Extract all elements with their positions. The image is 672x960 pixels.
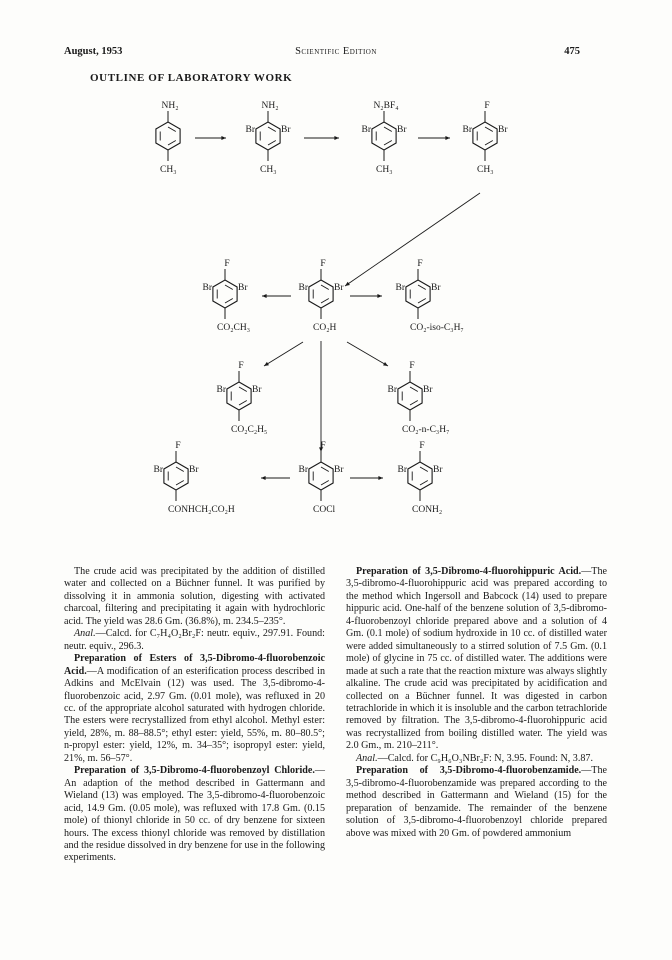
dibromofluorotoluene-ring [473,122,497,150]
paragraph-analysis-acid: Anal.—Calcd. for C₇H₄O₂Br₂F: neutr. equiv., 297.91. Found: neutr. equiv., 296.3. [64,628,325,652]
ethyl-ester-ring [227,382,251,410]
arrow-to-isopropyl-ester-head [377,294,382,298]
benzamide-double-bond [420,481,428,486]
acid-chloride-bromo-left: Br [298,465,308,475]
acid-chloride-bromo-right: Br [334,465,344,475]
ethyl-ester-bottom-substituent: CO₂C₂H₅ [231,425,268,435]
dibromofluorobenzoic-acid-top-substituent: F [320,259,326,269]
acid-chloride-double-bond [321,481,329,486]
p-toluidine-ring [156,122,180,150]
acid-chloride-bottom-substituent: COCl [313,505,336,515]
ethyl-ester-bromo-right: Br [252,385,262,395]
paragraph-benzoyl-chloride: Preparation of 3,5-Dibromo-4-fluorobenzoyl Chloride.—An adaption of the method described in Gattermann and Wieland (13) was employed. The 3,5-dibromo-4-fluorobenzoic acid, 14.9 Gm. (0.05 mole), was refluxed with 17.8 Gm. (0.15 mole) of thionyl chloride in 50 cc. of dry benzene for sixteen hours. The excess thionyl chloride was removed by distillation and the residue dissolved in dry benzene for use in the following experiments. [64,765,325,864]
arrow-bromination-head [221,136,226,140]
isopropyl-ester-ring [406,280,430,308]
right-text-column [346,566,607,840]
page-number: 475 [564,46,580,57]
acid-chloride-double-bond [321,467,329,472]
dibromofluorobenzoic-acid-bromo-right: Br [334,283,344,293]
dibromofluorobenzoic-acid-ring [309,280,333,308]
arrow-to-ethyl-ester-head [264,362,269,366]
p-toluidine-bottom-substituent: CH₃ [160,165,177,175]
hippuric-acid-bromo-right: Br [189,465,199,475]
benzamide-ring [408,462,432,490]
paragraph-esters: Preparation of Esters of 3,5-Dibromo-4-fluorobenzoic Acid.—A modification of an esterification process described in Adkins and McElvain (12) was used. The 3,5-dibromo-4-fluorobenzoic acid, 2.97 Gm. (0.01 mole), was refluxed in 20 cc. of the appropriate alcohol saturated with hydrogen chloride. The esters were recrystallized from ethyl alcohol. Methyl ester: yield, 28%, m. 88–88.5°; ethyl ester: yield, 55%, m. 80–80.5°; n-propyl ester: yield, 12%, m. 34–35°; isopropyl ester: yield, 21%, m. 56–57°. [64,653,325,764]
hippuric-acid-bromo-left: Br [153,465,163,475]
benzamide-double-bond [420,467,428,472]
methyl-ester-double-bond [225,299,233,304]
dibromofluorotoluene-bromo-right: Br [498,125,508,135]
diazonium-fluoroborate-bromo-right: Br [397,125,407,135]
isopropyl-ester-bromo-right: Br [431,283,441,293]
paragraph-benzamide: Preparation of 3,5-Dibromo-4-fluorobenzamide.—The 3,5-dibromo-4-fluorobenzamide was prepared according to the method described in Gattermann and Wieland (15) for the preparation of benzamide. The remainder of the benzene solution of 3,5-dibromo-4-fluorobenzoyl chloride prepared above was mixed with 20 Gm. of powdered ammonium [346,765,607,839]
dibromofluorobenzoic-acid-double-bond [321,285,329,290]
ethyl-ester-bromo-left: Br [216,385,226,395]
hippuric-acid-bottom-substituent: CONHCH₂CO₂H [168,505,235,515]
dibromotoluidine-bottom-substituent: CH₃ [260,165,277,175]
dibromofluorobenzoic-acid-bottom-substituent: CO₂H [313,323,337,333]
arrow-diazotization-head [334,136,339,140]
npropyl-ester-double-bond [410,387,418,392]
methyl-ester-bromo-right: Br [238,283,248,293]
dibromotoluidine-double-bond [268,141,276,146]
dibromotoluidine-double-bond [268,127,276,132]
arrow-to-npropyl-ester [347,342,388,366]
dibromotoluidine-bromo-left: Br [245,125,255,135]
npropyl-ester-ring [398,382,422,410]
dibromotoluidine-bromo-right: Br [281,125,291,135]
diazonium-fluoroborate-bromo-left: Br [361,125,371,135]
benzamide-bromo-left: Br [397,465,407,475]
hippuric-acid-top-substituent: F [175,441,181,451]
methyl-ester-bottom-substituent: CO₂CH₃ [217,323,251,333]
dibromotoluidine-ring [256,122,280,150]
isopropyl-ester-bottom-substituent: CO₂-iso-C₃H₇ [410,323,464,333]
paragraph-analysis-hippuric: Anal.—Calcd. for C₉H₆O₃NBr₂F: N, 3.95. Found: N, 3.87. [356,752,593,764]
p-toluidine-top-substituent: NH₂ [161,101,179,111]
dibromofluorobenzoic-acid-bromo-left: Br [298,283,308,293]
ethyl-ester-top-substituent: F [238,361,244,371]
dibromofluorotoluene-top-substituent: F [484,101,490,111]
p-toluidine-double-bond [168,141,176,146]
diazonium-fluoroborate-bottom-substituent: CH₃ [376,165,393,175]
isopropyl-ester-bromo-left: Br [395,283,405,293]
left-text-column [64,566,325,865]
diazonium-fluoroborate-double-bond [384,141,392,146]
npropyl-ester-bottom-substituent: CO₂-n-C₃H₇ [402,425,450,435]
hippuric-acid-double-bond [176,481,184,486]
dibromotoluidine-top-substituent: NH₂ [261,101,279,111]
arrow-oxidation-head [345,282,350,286]
methyl-ester-bromo-left: Br [202,283,212,293]
dibromofluorotoluene-bottom-substituent: CH₃ [477,165,494,175]
arrow-to-hippuric-head [261,476,266,480]
diazonium-fluoroborate-ring [372,122,396,150]
npropyl-ester-bromo-right: Br [423,385,433,395]
acid-chloride-top-substituent: F [320,441,326,451]
benzamide-bottom-substituent: CONH₂ [412,505,443,515]
diazonium-fluoroborate-top-substituent: N₂BF₄ [373,101,399,111]
arrow-decomposition-head [445,136,450,140]
isopropyl-ester-double-bond [418,299,426,304]
arrow-to-methyl-ester-head [262,294,267,298]
dibromofluorobenzoic-acid-double-bond [321,299,329,304]
dibromofluorotoluene-double-bond [485,127,493,132]
paragraph-hippuric-acid: Preparation of 3,5-Dibromo-4-fluorohippuric Acid.—The 3,5-dibromo-4-fluorohippuric acid was prepared according to the method which Ingersoll and Babcock (14) used to prepare hippuric acid. One-half of the benzene solution of 3,5-dibromo-4-fluorobenzoyl chloride prepared above and a solution of 4 Gm. (0.1 mole) of sodium hydroxide in 10 cc. of distilled water were added simultaneously to a stirred solution of 7.5 Gm. (0.1 mole) of glycine in 75 cc. of distilled water. The additions were made at such a rate that the reaction mixture was always slightly alkaline. The crude acid was precipitated by acidification and collected on a Büchner funnel. It was digested in carbon tetrachloride in which it is insoluble and the carbon tetrachloride removed by filtration. The 3,5-dibromo-4-fluorohippuric acid was recrystallized from boiling distilled water. The yield was 2.0 Gm., m. 210–211°. [346,566,607,752]
outline-title: OUTLINE OF LABORATORY WORK [90,72,293,84]
arrow-oxidation [345,193,480,286]
acid-chloride-ring [309,462,333,490]
arrow-to-ethyl-ester [264,342,303,366]
arrow-to-benzamide-head [378,476,383,480]
ethyl-ester-double-bond [239,401,247,406]
paragraph-crude-acid: The crude acid was precipitated by the addition of distilled water and collected on a Büchner funnel. It was purified by dissolving it in ammonia solution, digesting with activated charcoal, filtering and precipitating it again with hydrochloric acid. The yield was 28.6 Gm. (36.8%), m. 234.5–235°. [64,566,325,627]
hippuric-acid-double-bond [176,467,184,472]
dibromofluorotoluene-bromo-left: Br [462,125,472,135]
ethyl-ester-double-bond [239,387,247,392]
isopropyl-ester-double-bond [418,285,426,290]
isopropyl-ester-top-substituent: F [417,259,423,269]
benzamide-bromo-right: Br [433,465,443,475]
benzamide-top-substituent: F [419,441,425,451]
methyl-ester-top-substituent: F [224,259,230,269]
p-toluidine-double-bond [168,127,176,132]
diazonium-fluoroborate-double-bond [384,127,392,132]
methyl-ester-double-bond [225,285,233,290]
npropyl-ester-top-substituent: F [409,361,415,371]
npropyl-ester-double-bond [410,401,418,406]
running-header-journal: Scientific Edition [295,46,377,57]
hippuric-acid-ring [164,462,188,490]
running-header-date: August, 1953 [64,46,123,57]
npropyl-ester-bromo-left: Br [387,385,397,395]
methyl-ester-ring [213,280,237,308]
dibromofluorotoluene-double-bond [485,141,493,146]
